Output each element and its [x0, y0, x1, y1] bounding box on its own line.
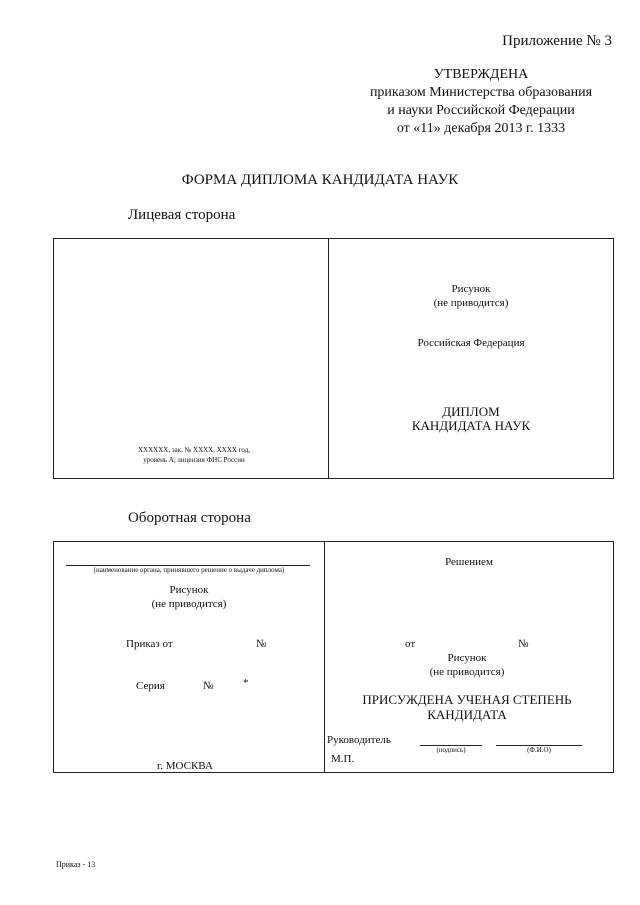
approved-line-3: от «11» декабря 2013 г. 1333: [396, 121, 566, 136]
decision-number-sign: №: [518, 638, 529, 650]
approved-line-2: и науки Российской Федерации: [387, 103, 575, 118]
approved-label: УТВЕРЖДЕНА: [433, 67, 529, 82]
series-label: Серия: [136, 680, 165, 692]
series-number-sign: №: [203, 680, 214, 692]
back-right-picture-label: Рисунок: [447, 652, 487, 664]
candidate-label: КАНДИДАТА: [427, 707, 507, 722]
printer-info-line-1: XXXXXX, зак. № XXXX, XXXX год,: [137, 446, 251, 454]
fio-caption: (Ф.И.О): [527, 746, 551, 754]
city-label: г. МОСКВА: [157, 760, 213, 772]
country-name: Российская Федерация: [417, 337, 525, 349]
awarded-degree-label: ПРИСУЖДЕНА УЧЕНАЯ СТЕПЕНЬ: [362, 692, 572, 707]
appendix-label: Приложение № 3: [502, 33, 612, 49]
footer-order-number: Приказ - 13: [56, 860, 96, 869]
decision-date-label: от: [405, 638, 416, 650]
back-right-picture-note: (не приводится): [429, 666, 505, 678]
diploma-label: ДИПЛОМ: [442, 404, 500, 419]
front-divider: [328, 238, 329, 479]
head-label: Руководитель: [327, 734, 391, 746]
approved-line-1: приказом Министерства образования: [369, 85, 593, 100]
front-picture-note: (не приводится): [433, 297, 509, 309]
front-picture-label: Рисунок: [451, 283, 491, 295]
order-number-sign: №: [256, 638, 267, 650]
back-left-picture-note: (не приводится): [151, 598, 227, 610]
series-asterisk: *: [243, 677, 249, 689]
back-left-picture-label: Рисунок: [169, 584, 209, 596]
org-name-caption: (наименование органа, принявшего решение о выдаче диплома): [93, 566, 285, 574]
order-date-label: Приказ от: [126, 638, 173, 650]
signature-caption: (подпись): [436, 746, 466, 754]
front-side-frame: [53, 238, 614, 479]
document-title: ФОРМА ДИПЛОМА КАНДИДАТА НАУК: [181, 172, 459, 188]
decision-label: Решением: [445, 556, 493, 568]
front-side-heading: Лицевая сторона: [128, 207, 236, 223]
printer-info-line-2: уровень А, лицензия ФНС России: [143, 456, 245, 464]
stamp-label: М.П.: [331, 753, 355, 765]
back-side-heading: Оборотная сторона: [128, 510, 251, 526]
degree-label: КАНДИДАТА НАУК: [411, 418, 531, 433]
